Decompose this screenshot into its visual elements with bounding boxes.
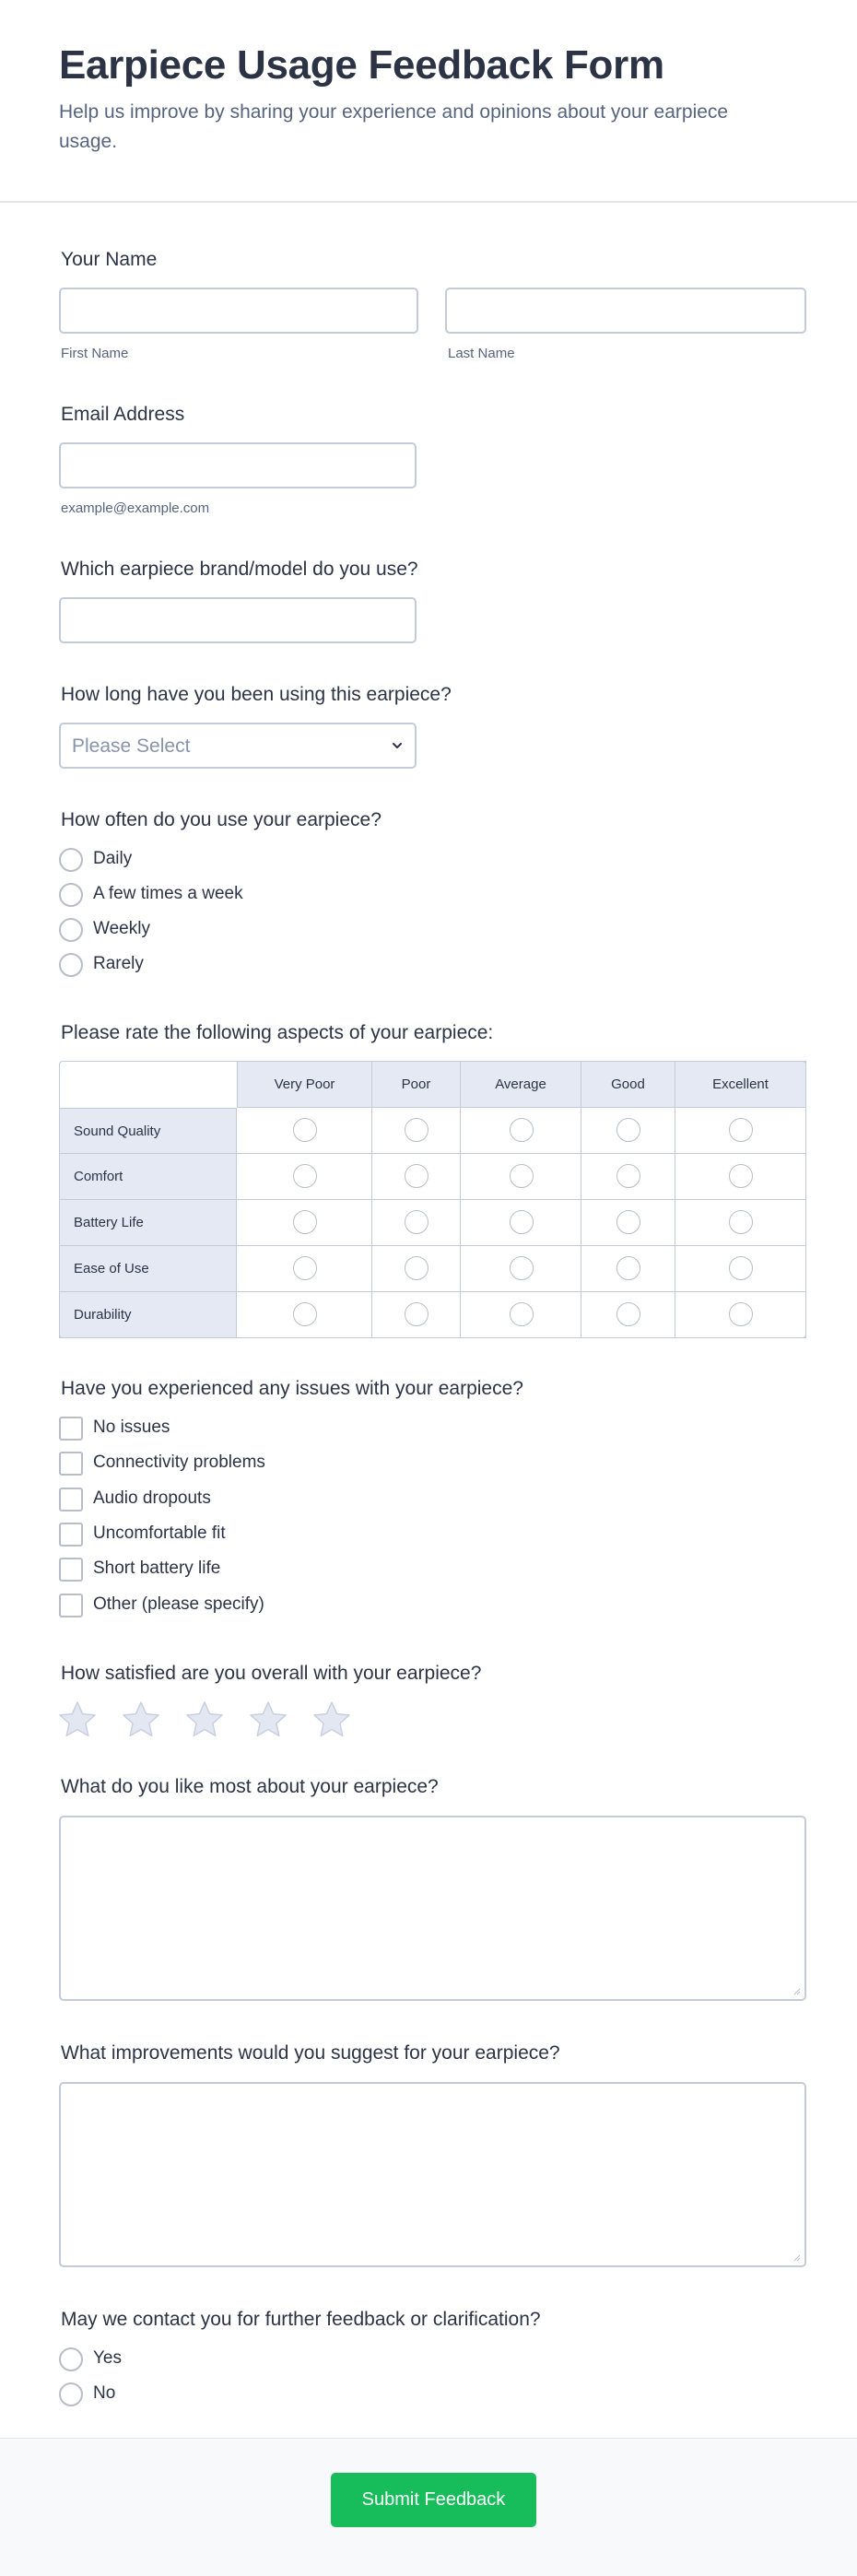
matrix-radio-button[interactable] (616, 1256, 640, 1280)
checkbox[interactable] (59, 1417, 83, 1441)
duration-label: How long have you been using this earpiece? (61, 684, 452, 705)
matrix-radio-button[interactable] (405, 1210, 428, 1234)
matrix-cell (461, 1246, 581, 1292)
matrix-cell (581, 1292, 675, 1338)
matrix-cell (581, 1154, 675, 1200)
matrix-cell (372, 1292, 461, 1338)
radio-button[interactable] (59, 2347, 83, 2371)
matrix-radio-button[interactable] (729, 1256, 753, 1280)
frequency-option-label: Rarely (93, 954, 144, 973)
matrix-column-header: Poor (372, 1061, 461, 1108)
chevron-down-icon (391, 739, 404, 752)
frequency-option-label: A few times a week (93, 884, 243, 903)
matrix-cell (461, 1200, 581, 1246)
email-input[interactable] (59, 442, 417, 488)
matrix-cell (675, 1154, 806, 1200)
matrix-radio-button[interactable] (510, 1118, 534, 1142)
matrix-radio-button[interactable] (616, 1302, 640, 1326)
like-most-label: What do you like most about your earpiece? (61, 1776, 439, 1797)
first-name-input[interactable] (59, 288, 418, 334)
contact-option-label: Yes (93, 2348, 122, 2368)
issue-option-label: Other (please specify) (93, 1594, 264, 1614)
email-label: Email Address (61, 404, 185, 425)
matrix-cell (581, 1246, 675, 1292)
matrix-column-header: Excellent (675, 1061, 806, 1108)
matrix-radio-button[interactable] (510, 1302, 534, 1326)
brand-label: Which earpiece brand/model do you use? (61, 559, 418, 580)
matrix-cell (675, 1200, 806, 1246)
matrix-radio-button[interactable] (510, 1210, 534, 1234)
form-title: Earpiece Usage Feedback Form (59, 42, 664, 88)
last-name-sublabel: Last Name (448, 346, 515, 361)
checkbox[interactable] (59, 1523, 83, 1547)
matrix-cell (675, 1108, 806, 1154)
issue-option-label: Short battery life (93, 1559, 221, 1578)
frequency-option-label: Weekly (93, 919, 150, 938)
brand-input[interactable] (59, 597, 417, 643)
last-name-input[interactable] (445, 288, 806, 334)
issue-option-label: No issues (93, 1417, 170, 1437)
improvements-textarea[interactable] (59, 2082, 806, 2267)
matrix-radio-button[interactable] (293, 1118, 317, 1142)
matrix-radio-button[interactable] (293, 1256, 317, 1280)
matrix-cell (237, 1154, 372, 1200)
form-subtitle: Help us improve by sharing your experience and opinions about your earpiece usage. (59, 101, 729, 152)
matrix-row-header: Battery Life (59, 1200, 237, 1246)
matrix-row-header: Ease of Use (59, 1246, 237, 1292)
frequency-label: How often do you use your earpiece? (61, 809, 382, 830)
radio-button[interactable] (59, 2382, 83, 2406)
checkbox[interactable] (59, 1594, 83, 1617)
matrix-cell (461, 1108, 581, 1154)
contact-option-label: No (93, 2383, 116, 2403)
matrix-radio-button[interactable] (293, 1164, 317, 1188)
email-sublabel: example@example.com (61, 500, 210, 516)
matrix-cell (675, 1292, 806, 1338)
matrix-column-header: Average (461, 1061, 581, 1108)
matrix-radio-button[interactable] (616, 1164, 640, 1188)
matrix-radio-button[interactable] (510, 1164, 534, 1188)
radio-button[interactable] (59, 953, 83, 977)
matrix-radio-button[interactable] (405, 1302, 428, 1326)
rating-matrix-label: Please rate the following aspects of your earpiece: (61, 1022, 494, 1043)
rating-matrix (59, 1061, 806, 1338)
matrix-cell (237, 1200, 372, 1246)
matrix-radio-button[interactable] (293, 1302, 317, 1326)
issue-option-label: Uncomfortable fit (93, 1523, 226, 1543)
matrix-cell (675, 1246, 806, 1292)
matrix-cell (372, 1246, 461, 1292)
frequency-option-label: Daily (93, 849, 133, 868)
matrix-cell (461, 1154, 581, 1200)
satisfaction-label: How satisfied are you overall with your earpiece? (61, 1663, 482, 1684)
like-most-textarea[interactable] (59, 1816, 806, 2001)
submit-button[interactable]: Submit Feedback (331, 2473, 536, 2527)
star-icon[interactable] (184, 1700, 225, 1740)
matrix-radio-button[interactable] (510, 1256, 534, 1280)
issues-label: Have you experienced any issues with your earpiece? (61, 1378, 523, 1399)
star-icon[interactable] (121, 1700, 161, 1740)
matrix-cell (237, 1246, 372, 1292)
matrix-radio-button[interactable] (729, 1210, 753, 1234)
matrix-radio-button[interactable] (616, 1118, 640, 1142)
matrix-cell (581, 1200, 675, 1246)
matrix-radio-button[interactable] (405, 1118, 428, 1142)
matrix-column-header: Good (581, 1061, 675, 1108)
improvements-label: What improvements would you suggest for your earpiece? (61, 2042, 560, 2064)
contact-label: May we contact you for further feedback or clarification? (61, 2309, 541, 2330)
matrix-cell (372, 1154, 461, 1200)
radio-button[interactable] (59, 883, 83, 907)
matrix-radio-button[interactable] (729, 1302, 753, 1326)
checkbox[interactable] (59, 1452, 83, 1476)
resize-grip-icon[interactable] (792, 2253, 801, 2262)
matrix-radio-button[interactable] (729, 1118, 753, 1142)
matrix-cell (237, 1108, 372, 1154)
matrix-row-header: Sound Quality (59, 1108, 237, 1154)
resize-grip-icon[interactable] (792, 1986, 801, 1995)
star-icon[interactable] (248, 1700, 288, 1740)
form-header (0, 0, 857, 203)
matrix-radio-button[interactable] (405, 1164, 428, 1188)
matrix-cell (372, 1200, 461, 1246)
star-icon[interactable] (57, 1700, 98, 1740)
first-name-sublabel: First Name (61, 346, 129, 361)
issue-option-label: Audio dropouts (93, 1488, 211, 1508)
matrix-radio-button[interactable] (616, 1210, 640, 1234)
matrix-row-header: Durability (59, 1292, 237, 1338)
matrix-cell (581, 1108, 675, 1154)
matrix-radio-button[interactable] (405, 1256, 428, 1280)
radio-button[interactable] (59, 918, 83, 942)
matrix-cell (461, 1292, 581, 1338)
duration-select-value: Please Select (72, 735, 191, 757)
star-icon[interactable] (311, 1700, 352, 1740)
radio-button[interactable] (59, 848, 83, 872)
checkbox[interactable] (59, 1488, 83, 1511)
checkbox[interactable] (59, 1558, 83, 1582)
matrix-row-header: Comfort (59, 1154, 237, 1200)
matrix-radio-button[interactable] (729, 1164, 753, 1188)
matrix-cell (372, 1108, 461, 1154)
duration-select[interactable] (59, 723, 417, 769)
matrix-radio-button[interactable] (293, 1210, 317, 1234)
matrix-cell (237, 1292, 372, 1338)
matrix-column-header: Very Poor (237, 1061, 372, 1108)
issue-option-label: Connectivity problems (93, 1453, 265, 1472)
name-label: Your Name (61, 249, 158, 270)
